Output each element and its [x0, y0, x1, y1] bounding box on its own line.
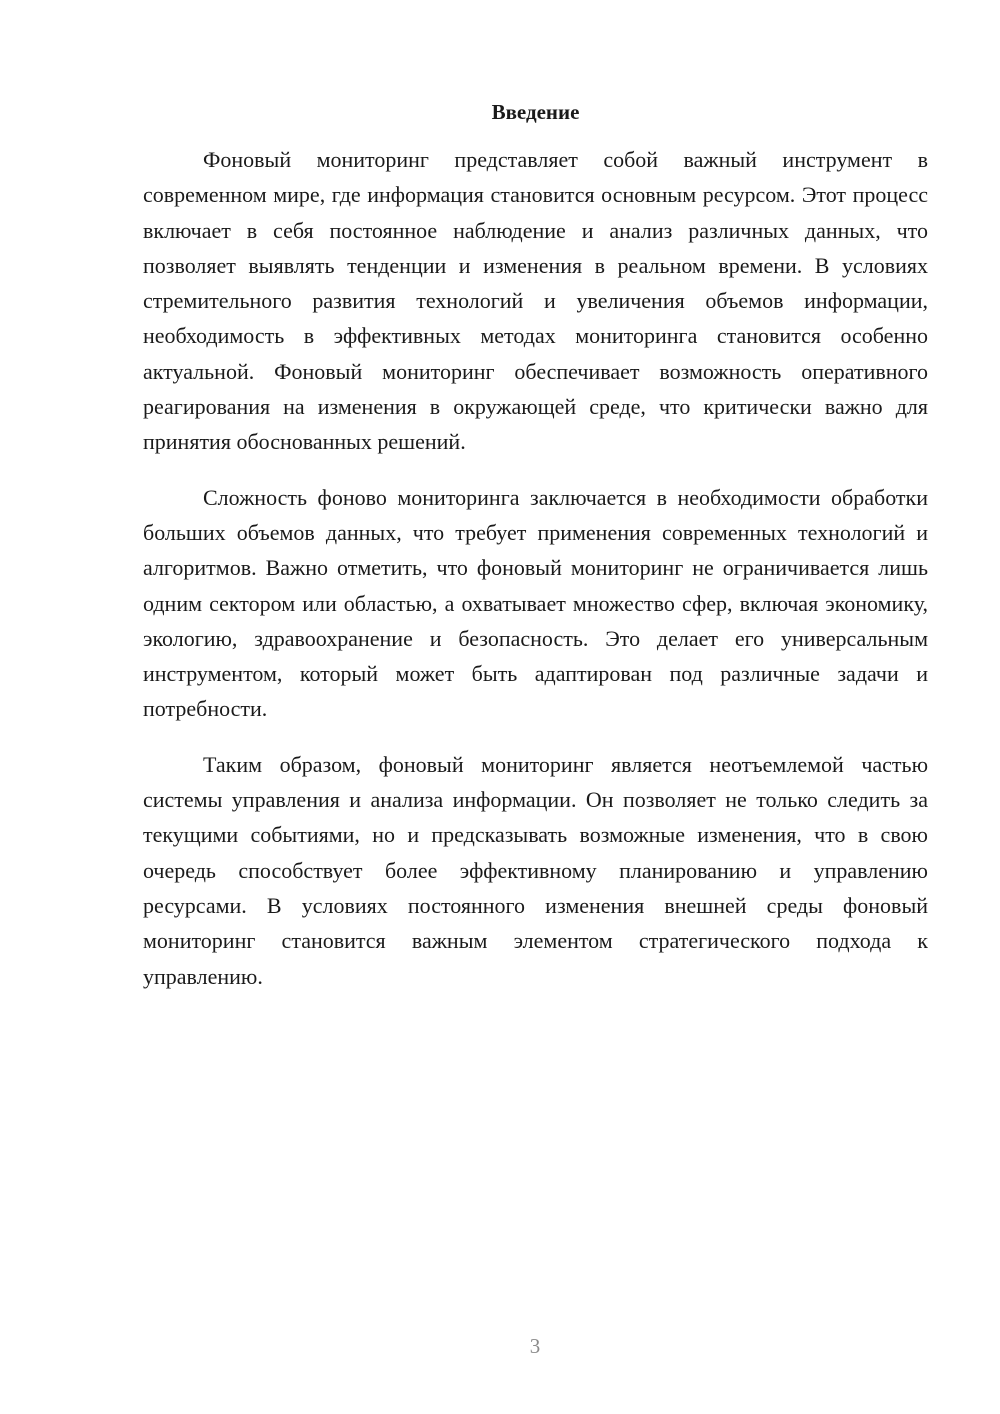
paragraph-1: Фоновый мониторинг представляет собой важный инструмент в современном мире, где информация становится основным ресурсом. Этот процесс включает в себя постоянное наблюдение и анализ различных данных, что позволяет выявлять тенденции и изменения в реальном времени. В условиях стремительного развития технологий и увеличения объемов информации, необходимость в эффективных методах мониторинга становится особенно актуальной. Фоновый мониторинг обеспечивает возможность оперативного реагирования на изменения в окружающей среде, что критически важно для принятия обоснованных решений. — [143, 147, 928, 455]
page-number: 3 — [529, 1334, 541, 1358]
paragraph-3: Таким образом, фоновый мониторинг является неотъемлемой частью системы управления и анализа информации. Он позволяет не только следить за текущими событиями, но и предсказывать возможные изменения, что в свою очередь способствует более эффективному планированию и управлению ресурсами. В условиях постоянного изменения внешней среды фоновый мониторинг становится важным элементом стратегического подхода к управлению. — [143, 751, 928, 989]
paragraph-2: Сложность фоново мониторинга заключается в необходимости обработки больших объемов данных, что требует применения современных технологий и алгоритмов. Важно отметить, что фоновый мониторинг не ограничивается лишь одним сектором или областью, а охватывает множество сфер, включая экономику, экологию, здравоохранение и безопасность. Это делает его универсальным инструментом, который может быть адаптирован под различные задачи и потребности. — [143, 484, 928, 722]
body-text — [143, 142, 928, 1014]
section-heading: Введение — [491, 100, 580, 124]
